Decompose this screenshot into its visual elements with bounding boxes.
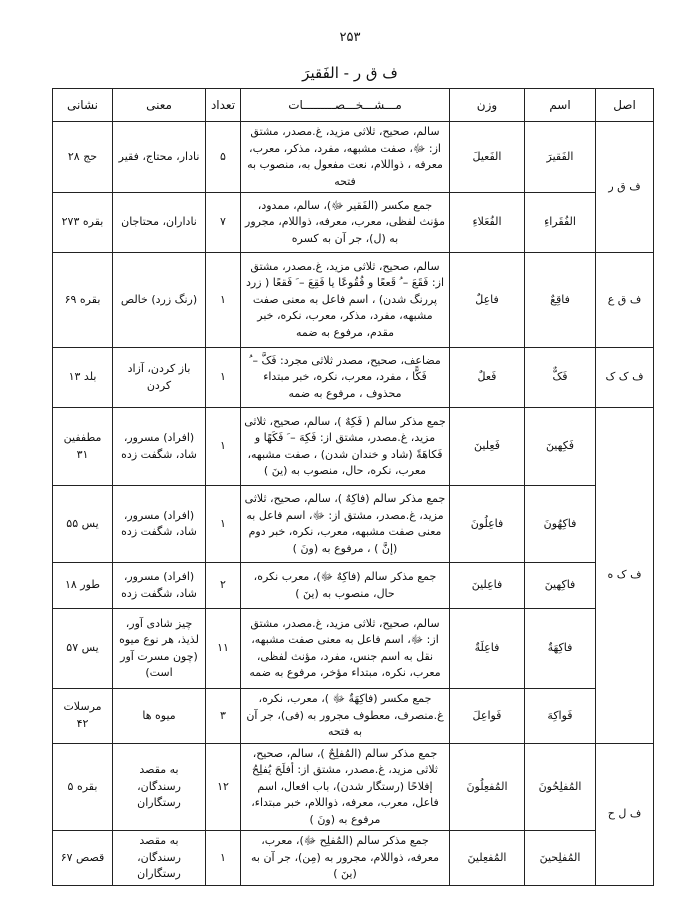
count-cell: ۱: [206, 253, 241, 348]
address-cell: یس ۵۵: [53, 486, 113, 563]
header-mani: معنی: [113, 89, 206, 122]
header-mushakhasat: مـــشـــخـــصـــــــــات: [241, 89, 450, 122]
table-row: [53, 348, 654, 408]
wazn-cell: فَعلٌ: [450, 348, 525, 408]
count-cell: ۱۲: [206, 743, 241, 831]
address-cell: بقره ۶۹: [53, 253, 113, 348]
address-cell: مرسلات ۴۲: [53, 689, 113, 744]
meaning-cell: (افراد) مسرور، شاد، شگفت زده: [113, 486, 206, 563]
wazn-cell: فَعِلینَ: [450, 408, 525, 486]
desc-cell: جمع مذکر سالم (فاکِهٌ )، سالم، صحیح، ثلاثی مزید، غ.مصدر، مشتق از: ﷻ، اسم فاعل به معنی صفت مشبهه، معرب، نکره، خبر دوم (إنَّ ) ، مرفوع به (ونَ ): [241, 486, 450, 563]
ism-cell: فاکِهُونَ: [525, 486, 596, 563]
address-cell: بقره ۲۷۳: [53, 193, 113, 253]
address-cell: یس ۵۷: [53, 609, 113, 689]
address-cell: حج ۲۸: [53, 122, 113, 193]
count-cell: ۲: [206, 563, 241, 609]
meaning-cell: میوه ها: [113, 689, 206, 744]
header-row: [53, 89, 654, 122]
ism-cell: فَکِهینَ: [525, 408, 596, 486]
wazn-cell: فاعِلَةٌ: [450, 609, 525, 689]
wazn-cell: الفَعیلَ: [450, 122, 525, 193]
table-row: [53, 486, 654, 563]
meaning-cell: به مقصد رسندگان، رستگاران: [113, 831, 206, 886]
table-row: [53, 193, 654, 253]
wazn-cell: المُفعِلینَ: [450, 831, 525, 886]
meaning-cell: باز کردن، آزاد کردن: [113, 348, 206, 408]
desc-cell: جمع مکسر (الفَقیر ﷻ)، سالم، ممدود، مؤنث لفظی، معرب، معرفه، ذواللام، مجرور به (ل)، جر آن به کسره: [241, 193, 450, 253]
wazn-cell: فَواعِلَ: [450, 689, 525, 744]
ism-cell: المُفلِحُونَ: [525, 743, 596, 831]
root-cell: ف ک ه: [596, 408, 654, 744]
root-cell: ف ق ع: [596, 253, 654, 348]
lexicon-table: [52, 88, 654, 886]
meaning-cell: به مقصد رسندگان، رستگاران: [113, 743, 206, 831]
header-wazn: وزن: [450, 89, 525, 122]
table-row: [53, 689, 654, 744]
meaning-cell: چیز شادی آور، لذیذ، هر نوع میوه (چون مسرت آور است): [113, 609, 206, 689]
header-neshani: نشانی: [53, 89, 113, 122]
table-row: [53, 609, 654, 689]
ism-cell: فاکِهَةٌ: [525, 609, 596, 689]
ism-cell: فَکٌّ: [525, 348, 596, 408]
header-asl: اصل: [596, 89, 654, 122]
wazn-cell: فاعِلُونَ: [450, 486, 525, 563]
address-cell: قصص ۶۷: [53, 831, 113, 886]
meaning-cell: ناداران، محتاجان: [113, 193, 206, 253]
count-cell: ۵: [206, 122, 241, 193]
count-cell: ۳: [206, 689, 241, 744]
table-row: [53, 831, 654, 886]
count-cell: ۱: [206, 831, 241, 886]
desc-cell: جمع مکسر (فاکِهَةٌ ﷻ )، معرب، نکره، غ.منصرف، معطوف مجرور به (فی)، جر آن به فتحه: [241, 689, 450, 744]
count-cell: ۱: [206, 408, 241, 486]
page-title: ف ق ر - الفَقیرَ: [302, 64, 398, 82]
address-cell: بلد ۱۳: [53, 348, 113, 408]
address-cell: بقره ۵: [53, 743, 113, 831]
ism-cell: فاکِهینَ: [525, 563, 596, 609]
address-cell: طور ۱۸: [53, 563, 113, 609]
desc-cell: سالم، صحیح، ثلاثی مزید، غ.مصدر، مشتق از: فَقَعَ – ُ قَععًا و فُقُوعًا یا فَقِعَ – َ فَقعًا ( زرد پررنگ شدن) ، اسم فاعل به معنی صفت مشبهه، مفرد، مذکر، معرب، نکره، خبر مقدم، مرفوع به ضمه: [241, 253, 450, 348]
root-cell: ف ق ر: [596, 122, 654, 253]
meaning-cell: نادار، محتاج، فقیر: [113, 122, 206, 193]
ism-cell: فَواکِهَ: [525, 689, 596, 744]
wazn-cell: فاعِلینَ: [450, 563, 525, 609]
desc-cell: سالم، صحیح، ثلاثی مزید، غ.مصدر، مشتق از: ﷻ، صفت مشبهه، مفرد، مذکر، معرب، معرفه ، ذواللام، نعت مفعول به، منصوب به فتحه: [241, 122, 450, 193]
desc-cell: جمع مذکر سالم (فاکِهٌ ﷻ)، معرب نکره، حال، منصوب به (ینَ ): [241, 563, 450, 609]
count-cell: ۷: [206, 193, 241, 253]
header-tedad: تعداد: [206, 89, 241, 122]
meaning-cell: (افراد) مسرور، شاد، شگفت زده: [113, 563, 206, 609]
root-cell: ف ل ح: [596, 743, 654, 885]
address-cell: مطففین ۳۱: [53, 408, 113, 486]
table-row: [53, 563, 654, 609]
wazn-cell: الفُعَلاءِ: [450, 193, 525, 253]
desc-cell: جمع مذکر سالم (المُفلِح ﷻ)، معرب، معرفه، ذواللام، مجرور به (مِن)، جر آن به (ینَ ): [241, 831, 450, 886]
table-row: [53, 743, 654, 831]
desc-cell: سالم، صحیح، ثلاثی مزید، غ.مصدر، مشتق از: ﷻ، اسم فاعل به معنی صفت مشبهه، نقل به اسم جنس، مفرد، مؤنث لفظی، معرب، نکره، مبتداء مؤخر، مرفوع به ضمه: [241, 609, 450, 689]
ism-cell: المُفلِحینَ: [525, 831, 596, 886]
desc-cell: جمع مذکر سالم (المُفلِحٌ )، سالم، صحیح، ثلاثی مزید، غ.مصدر، مشتق از: أفلَحَ یُفلِحُ إفلاحًا (رستگار شدن)، باب افعال، اسم فاعل، معرب، معرفه، ذواللام، خبر مبتداء، مرفوع به (ونَ ): [241, 743, 450, 831]
table-row: [53, 253, 654, 348]
ism-cell: فاقِعٌ: [525, 253, 596, 348]
wazn-cell: فاعِلٌ: [450, 253, 525, 348]
header-ism: اسم: [525, 89, 596, 122]
table-row: [53, 408, 654, 486]
ism-cell: الفَقیرَ: [525, 122, 596, 193]
desc-cell: مضاعف، صحیح، مصدر ثلاثی مجرد: فَکَّ – ُ فَکًّا ، مفرد، معرب، نکره، خبر مبتداء محذوف ، مرفوع به ضمه: [241, 348, 450, 408]
desc-cell: جمع مذکر سالم ( فَکِهٌ )، سالم، صحیح، ثلاثی مزید، غ.مصدر، مشتق از: فَکِهَ – َ فَکَهًا و فَکاهَةً (شاد و خندان شدن) ، صفت مشبهه، معرب، نکره، حال، منصوب به (ینَ ): [241, 408, 450, 486]
meaning-cell: (رنگ زرد) خالص: [113, 253, 206, 348]
page-number: ۲۵۳: [339, 30, 361, 45]
meaning-cell: (افراد) مسرور، شاد، شگفت زده: [113, 408, 206, 486]
wazn-cell: المُفعِلُونَ: [450, 743, 525, 831]
count-cell: ۱: [206, 486, 241, 563]
count-cell: ۱۱: [206, 609, 241, 689]
table-row: [53, 122, 654, 193]
count-cell: ۱: [206, 348, 241, 408]
root-cell: ف ک ک: [596, 348, 654, 408]
ism-cell: الفُقَراءِ: [525, 193, 596, 253]
